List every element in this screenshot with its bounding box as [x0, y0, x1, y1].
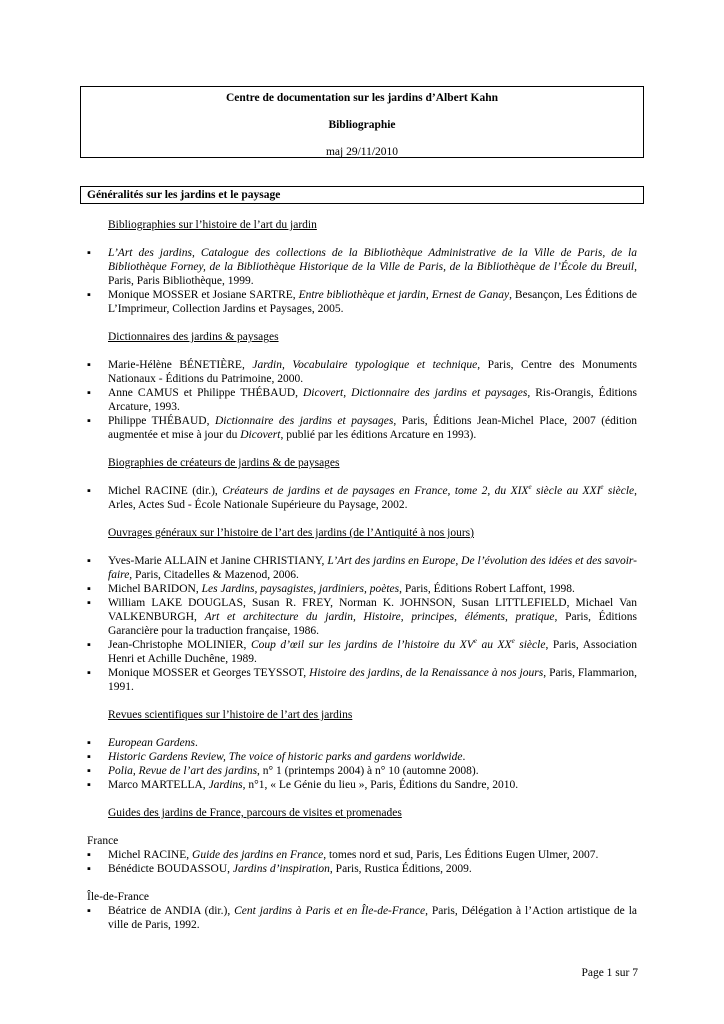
region-label: France	[87, 835, 119, 847]
list-item: ▪ Bénédicte BOUDASSOU, Jardins d’inspiration, Paris, Rustica Éditions, 2009.	[87, 862, 637, 876]
list-item: ▪ Michel BARIDON, Les Jardins, paysagistes, jardiniers, poètes, Paris, Éditions Robert Laffont, 1998.	[87, 582, 637, 596]
header-title: Bibliographie	[328, 119, 396, 131]
list-item: ▪ Monique MOSSER et Josiane SARTRE, Entre bibliothèque et jardin, Ernest de Ganay, Besançon, Les Éditions de L’Imprimeur, Collection Jardins et Paysages, 2005.	[87, 288, 637, 316]
document-header-box	[80, 86, 644, 158]
bullet-list	[87, 554, 637, 694]
region-label: Île-de-France	[87, 891, 149, 903]
bullet-list	[87, 848, 637, 876]
bibliography-content	[87, 218, 637, 932]
list-item: ▪ Marco MARTELLA, Jardins, n°1, « Le Génie du lieu », Paris, Éditions du Sandre, 2010.	[87, 778, 637, 792]
list-item: ▪ European Gardens.	[87, 736, 637, 750]
subsection-title: Biographies de créateurs de jardins & de paysages	[108, 457, 340, 469]
page-number: Page 1 sur 7	[581, 967, 638, 979]
subsection-title: Bibliographies sur l’histoire de l’art du jardin	[108, 219, 317, 231]
list-item: ▪ Philippe THÉBAUD, Dictionnaire des jardins et paysages, Paris, Éditions Jean-Michel Place, 2007 (édition augmentée et mise à jour du Dicovert, publié par les éditions Arcature en 1993).	[87, 414, 637, 442]
list-item: ▪ L’Art des jardins, Catalogue des collections de la Bibliothèque Administrative de la Ville de Paris, de la Bibliothèque Forney, de la Bibliothèque Historique de la Ville de Paris, de la Bibliothèque de l’École du Breuil, Paris, Paris Bibliothèque, 1999.	[87, 246, 637, 288]
header-institution: Centre de documentation sur les jardins d’Albert Kahn	[225, 92, 499, 104]
bullet-list	[87, 736, 637, 792]
list-item: ▪ William LAKE DOUGLAS, Susan R. FREY, Norman K. JOHNSON, Susan LITTLEFIELD, Michael Van VALKENBURGH, Art et architecture du jardin, Histoire, principes, éléments, pratique, Paris, Éditions Garancière pour la traduction française, 1986.	[87, 596, 637, 638]
list-item: ▪ Michel RACINE (dir.), Créateurs de jardins et de paysages en France, tome 2, du XIXe siècle au XXIe siècle, Arles, Actes Sud - École Nationale Supérieure du Paysage, 2002.	[87, 484, 637, 512]
subsection-title: Dictionnaires des jardins & paysages	[108, 331, 279, 343]
list-item: ▪ Anne CAMUS et Philippe THÉBAUD, Dicovert, Dictionnaire des jardins et paysages, Ris-Orangis, Éditions Arcature, 1993.	[87, 386, 637, 414]
bullet-list	[87, 484, 637, 512]
list-item: ▪ Béatrice de ANDIA (dir.), Cent jardins à Paris et en Île-de-France, Paris, Délégation à l’Action artistique de la ville de Paris, 1992.	[87, 904, 637, 932]
list-item: ▪ Polia, Revue de l’art des jardins, n° 1 (printemps 2004) à n° 10 (automne 2008).	[87, 764, 637, 778]
list-item: ▪ Yves-Marie ALLAIN et Janine CHRISTIANY, L’Art des jardins en Europe, De l’évolution des idées et des savoir-faire, Paris, Citadelles & Mazenod, 2006.	[87, 554, 637, 582]
list-item: ▪ Monique MOSSER et Georges TEYSSOT, Histoire des jardins, de la Renaissance à nos jours, Paris, Flammarion, 1991.	[87, 666, 637, 694]
subsection-title: Guides des jardins de France, parcours de visites et promenades	[108, 807, 402, 819]
subsection-title: Revues scientifiques sur l’histoire de l’art des jardins	[108, 709, 353, 721]
list-item: ▪ Jean-Christophe MOLINIER, Coup d’œil sur les jardins de l’histoire du XVe au XXe siècle, Paris, Association Henri et Achille Duchêne, 1989.	[87, 638, 637, 666]
bullet-list	[87, 904, 637, 932]
list-item: ▪ Historic Gardens Review, The voice of historic parks and gardens worldwide.	[87, 750, 637, 764]
header-date: maj 29/11/2010	[325, 146, 399, 158]
section-title: Généralités sur les jardins et le paysage	[80, 186, 644, 204]
subsection-title: Ouvrages généraux sur l’histoire de l’art des jardins (de l’Antiquité à nos jours)	[108, 527, 474, 539]
bullet-list	[87, 358, 637, 442]
list-item: ▪ Marie-Hélène BÉNETIÈRE, Jardin, Vocabulaire typologique et technique, Paris, Centre des Monuments Nationaux - Éditions du Patrimoine, 2000.	[87, 358, 637, 386]
list-item: ▪ Michel RACINE, Guide des jardins en France, tomes nord et sud, Paris, Les Éditions Eugen Ulmer, 2007.	[87, 848, 637, 862]
bullet-list	[87, 246, 637, 316]
